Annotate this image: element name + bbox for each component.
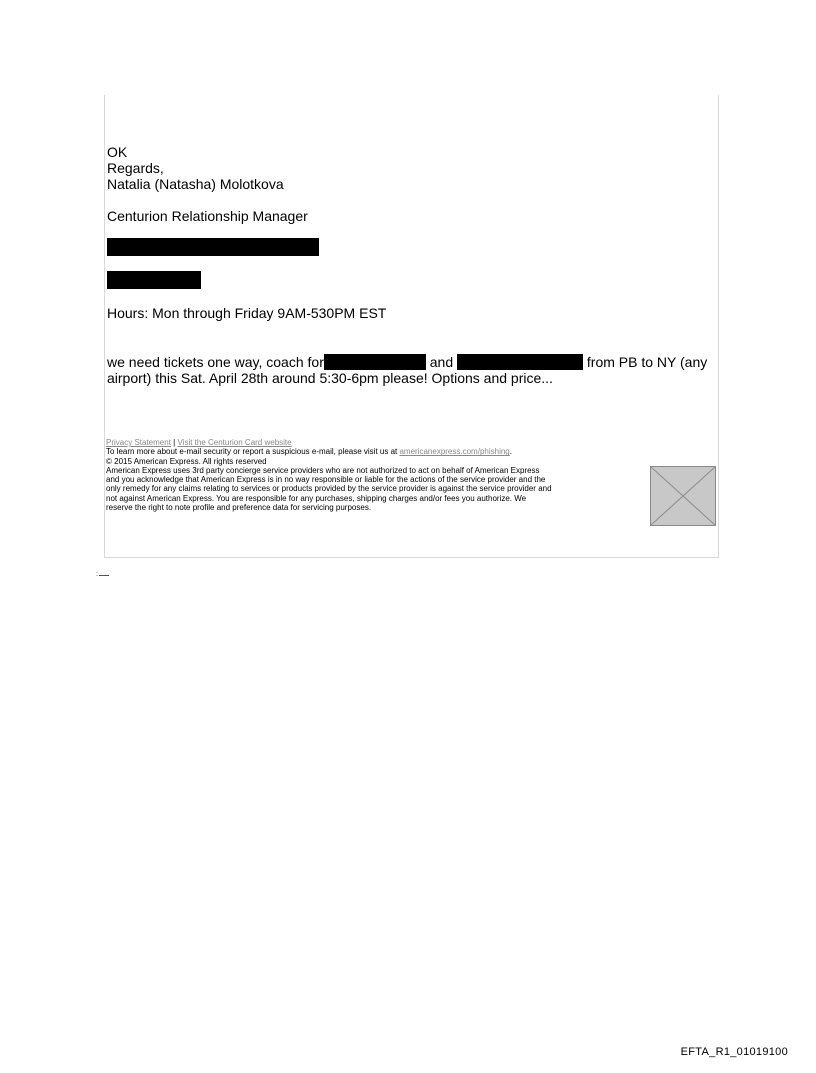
phishing-link[interactable]: americanexpress.com/phishing — [399, 447, 510, 457]
redaction-inline — [457, 354, 583, 370]
request-part-2: and — [429, 354, 454, 370]
copyright-text: © 2015 American Express. All rights reserved — [106, 456, 267, 466]
request-line-2: airport) this Sat. April 28th around 5:30-6pm please! Options and price... — [107, 370, 553, 386]
disclaimer-line: and you acknowledge that American Express is in no way responsible or liable for the actions of the service provider and the — [106, 475, 546, 485]
broken-image-icon — [651, 467, 715, 525]
disclaimer-line: not against American Express. You are responsible for any purchases, shipping charges and/or fees you authorize. We — [106, 493, 527, 503]
request-line-1 — [107, 354, 707, 370]
redaction-inline — [324, 354, 426, 370]
request-part-3: from PB to NY (any — [586, 354, 708, 370]
document-id: EFTA_R1_01019100 — [680, 1046, 788, 1058]
security-text: To learn more about e-mail security or report a suspicious e-mail, please visit us at — [106, 447, 398, 457]
request-part-1: we need tickets one way, coach for — [107, 354, 324, 370]
disclaimer-line: reserve the right to note profile and preference data for servicing purposes. — [106, 503, 372, 513]
security-text-end: . — [509, 447, 512, 457]
disclaimer-line: only remedy for any claims relating to services or products provided by the service provider is against the service provider and — [106, 484, 552, 494]
email-footer — [106, 438, 646, 512]
salutation: Regards, — [107, 160, 164, 176]
sender-title: Centurion Relationship Manager — [107, 208, 308, 224]
redaction-block — [107, 271, 201, 289]
broken-image-placeholder — [650, 466, 716, 526]
disclaimer-line: American Express uses 3rd party concierge service providers who are not authorized to act on behalf of American Express — [106, 465, 540, 475]
link-separator: | — [173, 438, 176, 447]
stray-mark: : — [96, 571, 109, 578]
hours-text: Hours: Mon through Friday 9AM-530PM EST — [107, 305, 387, 321]
centurion-website-link[interactable]: Visit the Centurion Card website — [177, 438, 292, 447]
reply-text: OK — [107, 144, 128, 160]
redaction-block — [107, 238, 319, 256]
sender-name: Natalia (Natasha) Molotkova — [107, 176, 284, 192]
privacy-statement-link[interactable]: Privacy Statement — [106, 438, 171, 447]
